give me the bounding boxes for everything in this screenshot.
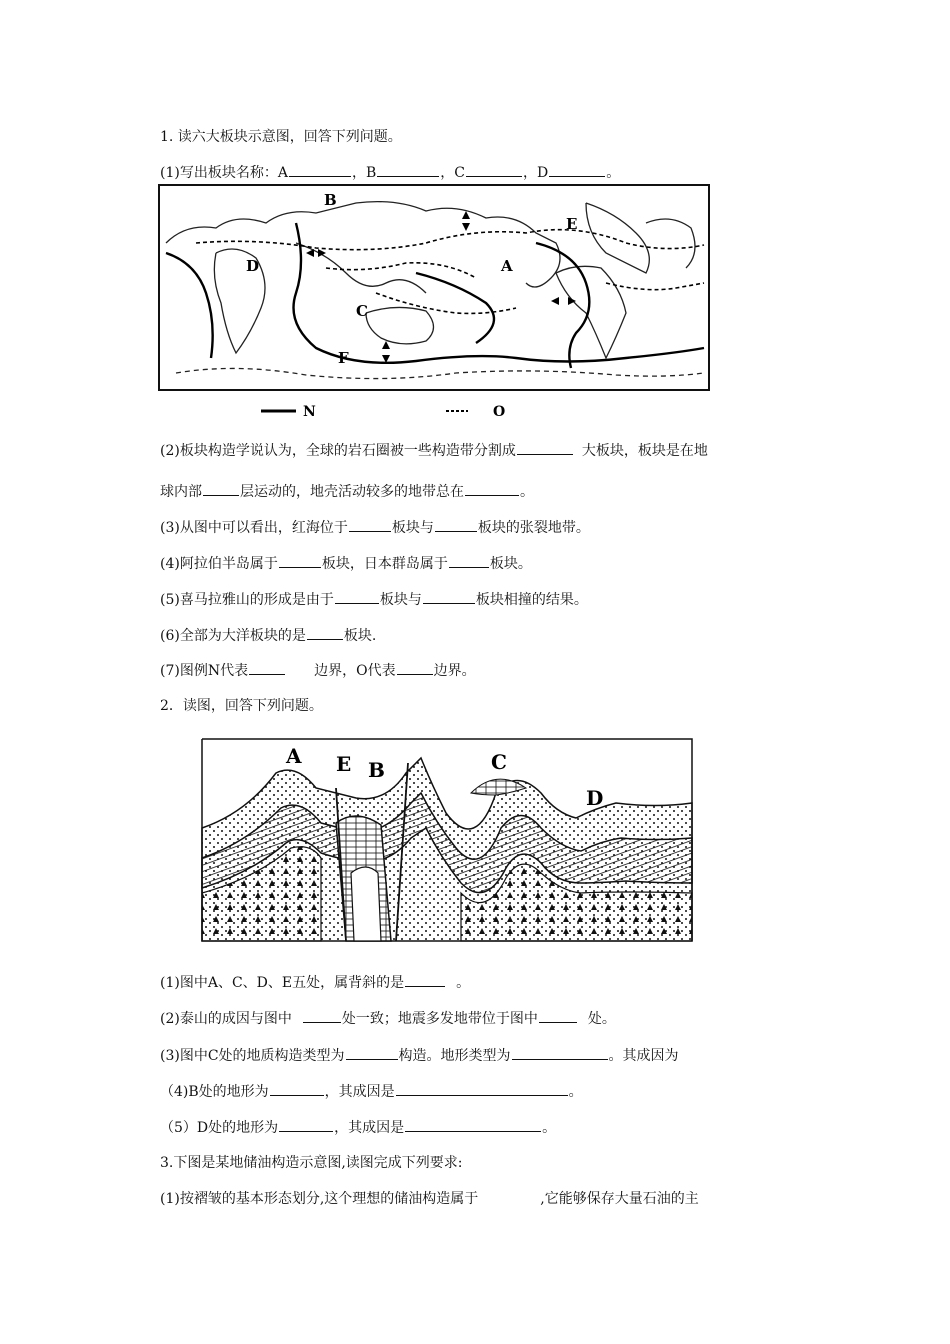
q1-p2a-text-b: 大板块，板块是在地: [581, 443, 708, 459]
answer-blank-himalaya-1[interactable]: [335, 589, 379, 604]
answer-blank-b-cause[interactable]: [396, 1081, 568, 1096]
q1-part3: [160, 517, 590, 538]
answer-blank-arabia[interactable]: [279, 553, 321, 568]
q3-p1-text-a: (1)按褶皱的基本形态划分,这个理想的储油构造属于: [160, 1191, 479, 1207]
q1-p4-text-b: 板块，日本群岛属于: [321, 556, 448, 572]
answer-blank-japan[interactable]: [449, 553, 489, 568]
q1-p4-text-c: 板块。: [489, 556, 532, 572]
answer-blank-oceanic-plate[interactable]: [307, 625, 343, 640]
q2-p5-text-c: 。: [542, 1120, 557, 1136]
answer-blank-c-structure[interactable]: [346, 1045, 398, 1060]
q1-p2b-text-b: 层运动的，地壳活动较多的地带总在: [240, 484, 464, 500]
legend-n-label: N: [303, 404, 316, 420]
map-label-f: F: [338, 349, 349, 367]
q1-p2b-text-a: 球内部: [160, 484, 202, 500]
q3-p1-text-b: ,它能够保存大量石油的主: [540, 1191, 699, 1207]
answer-blank-taishan[interactable]: [303, 1008, 341, 1023]
answer-blank-b[interactable]: [377, 162, 439, 177]
q1-part2-line1: [160, 440, 708, 461]
fig-label-e: E: [336, 752, 352, 776]
fig-label-b: B: [368, 758, 385, 782]
q1-p3-text-c: 板块的张裂地带。: [477, 520, 590, 536]
answer-blank-legend-n[interactable]: [249, 660, 285, 675]
fold-fault-figure: [196, 733, 696, 945]
q1-part6: [160, 625, 376, 646]
answer-blank-earthquake[interactable]: [539, 1008, 577, 1023]
fig-label-a: A: [286, 744, 302, 768]
q1-title: 1. 读六大板块示意图，回答下列问题。: [160, 129, 402, 145]
q1-p1-text-b: ，B: [351, 165, 377, 181]
q1-p1-text-a: (1)写出板块名称：A: [160, 165, 288, 181]
q1-p6-text-a: (6)全部为大洋板块的是: [160, 628, 306, 644]
q3-part1: [160, 1189, 699, 1209]
q1-p7-text-c: 边界。: [433, 663, 476, 679]
q2-p4-text-c: 。: [568, 1084, 583, 1100]
answer-blank-a[interactable]: [289, 162, 351, 177]
q2-part2: [160, 1008, 616, 1029]
q1-part5: [160, 589, 588, 610]
q2-title: 2．读图，回答下列问题。: [160, 698, 323, 714]
legend-o-label: O: [493, 404, 506, 420]
q1-part1: [160, 162, 620, 183]
q2-p2-text-b: 处一致；地震多发地带位于图中: [341, 1011, 538, 1027]
answer-blank-red-sea-1[interactable]: [349, 517, 391, 532]
q1-p5-text-b: 板块与: [379, 592, 422, 608]
map-label-e: E: [566, 215, 578, 233]
answer-blank-b-landform[interactable]: [270, 1081, 324, 1096]
answer-blank-red-sea-2[interactable]: [435, 517, 477, 532]
q2-p3-text-c: 。其成因为: [608, 1048, 679, 1064]
q2-p4-text-a: （4)B处的地形为: [160, 1084, 269, 1100]
answer-blank-layer[interactable]: [203, 481, 239, 496]
answer-blank-d[interactable]: [549, 162, 605, 177]
q3-title: 3.下图是某地储油构造示意图,读图完成下列要求:: [160, 1155, 463, 1171]
q1-p2b-text-c: 。: [520, 484, 534, 500]
answer-blank-d-landform[interactable]: [279, 1117, 333, 1132]
q2-part5: [160, 1117, 556, 1138]
answer-blank-himalaya-2[interactable]: [423, 589, 475, 604]
q1-p3-text-b: 板块与: [391, 520, 434, 536]
fig-label-c: C: [491, 750, 507, 774]
q1-p6-text-b: 板块.: [343, 628, 377, 644]
q1-part2-line2: [160, 481, 534, 502]
q1-p1-text-c: ，C: [440, 165, 465, 181]
q2-part3: [160, 1045, 679, 1066]
q1-p4-text-a: (4)阿拉伯半岛属于: [160, 556, 278, 572]
map-label-c: C: [356, 302, 368, 320]
q2-p2-text-a: (2)泰山的成因与图中: [160, 1011, 292, 1027]
q1-p1-text-d: ，D: [522, 165, 549, 181]
q2-p1-text-b: 。: [456, 975, 471, 991]
q1-p7-text-b: 边界，O代表: [314, 663, 396, 679]
answer-blank-plates-count[interactable]: [517, 440, 573, 455]
q1-p5-text-c: 板块相撞的结果。: [475, 592, 588, 608]
q1-part7: [160, 660, 476, 681]
map-label-d: D: [246, 257, 260, 275]
q2-p1-text-a: (1)图中A、C、D、E五处，属背斜的是: [160, 975, 405, 991]
answer-blank-d-cause[interactable]: [405, 1117, 541, 1132]
q2-p5-text-a: （5）D处的地形为: [160, 1120, 279, 1136]
q1-p3-text-a: (3)从图中可以看出，红海位于: [160, 520, 348, 536]
q2-part1: [160, 972, 470, 993]
fig-label-d: D: [586, 786, 604, 810]
q2-p3-text-a: (3)图中C处的地质构造类型为: [160, 1048, 345, 1064]
q1-p2a-text-a: (2)板块构造学说认为，全球的岩石圈被一些构造带分割成: [160, 443, 516, 459]
q2-p4-text-b: ，其成因是: [324, 1084, 395, 1100]
q1-part4: [160, 553, 532, 574]
answer-blank-active-zone[interactable]: [465, 481, 519, 496]
q1-p5-text-a: (5)喜马拉雅山的形成是由于: [160, 592, 334, 608]
q2-p2-text-c: 处。: [587, 1011, 616, 1027]
answer-blank-legend-o[interactable]: [397, 660, 433, 675]
map-label-a: A: [501, 257, 513, 275]
q1-p7-text-a: (7)图例N代表: [160, 663, 249, 679]
plate-map-figure: [156, 183, 712, 423]
answer-blank-anticline[interactable]: [405, 972, 445, 987]
q2-part4: [160, 1081, 583, 1102]
q2-p3-text-b: 构造。地形类型为: [398, 1048, 511, 1064]
q2-p5-text-b: ，其成因是: [334, 1120, 405, 1136]
answer-blank-c-landform[interactable]: [512, 1045, 608, 1060]
map-label-b: B: [324, 191, 337, 209]
q1-p1-text-e: 。: [606, 165, 621, 181]
answer-blank-c[interactable]: [466, 162, 522, 177]
